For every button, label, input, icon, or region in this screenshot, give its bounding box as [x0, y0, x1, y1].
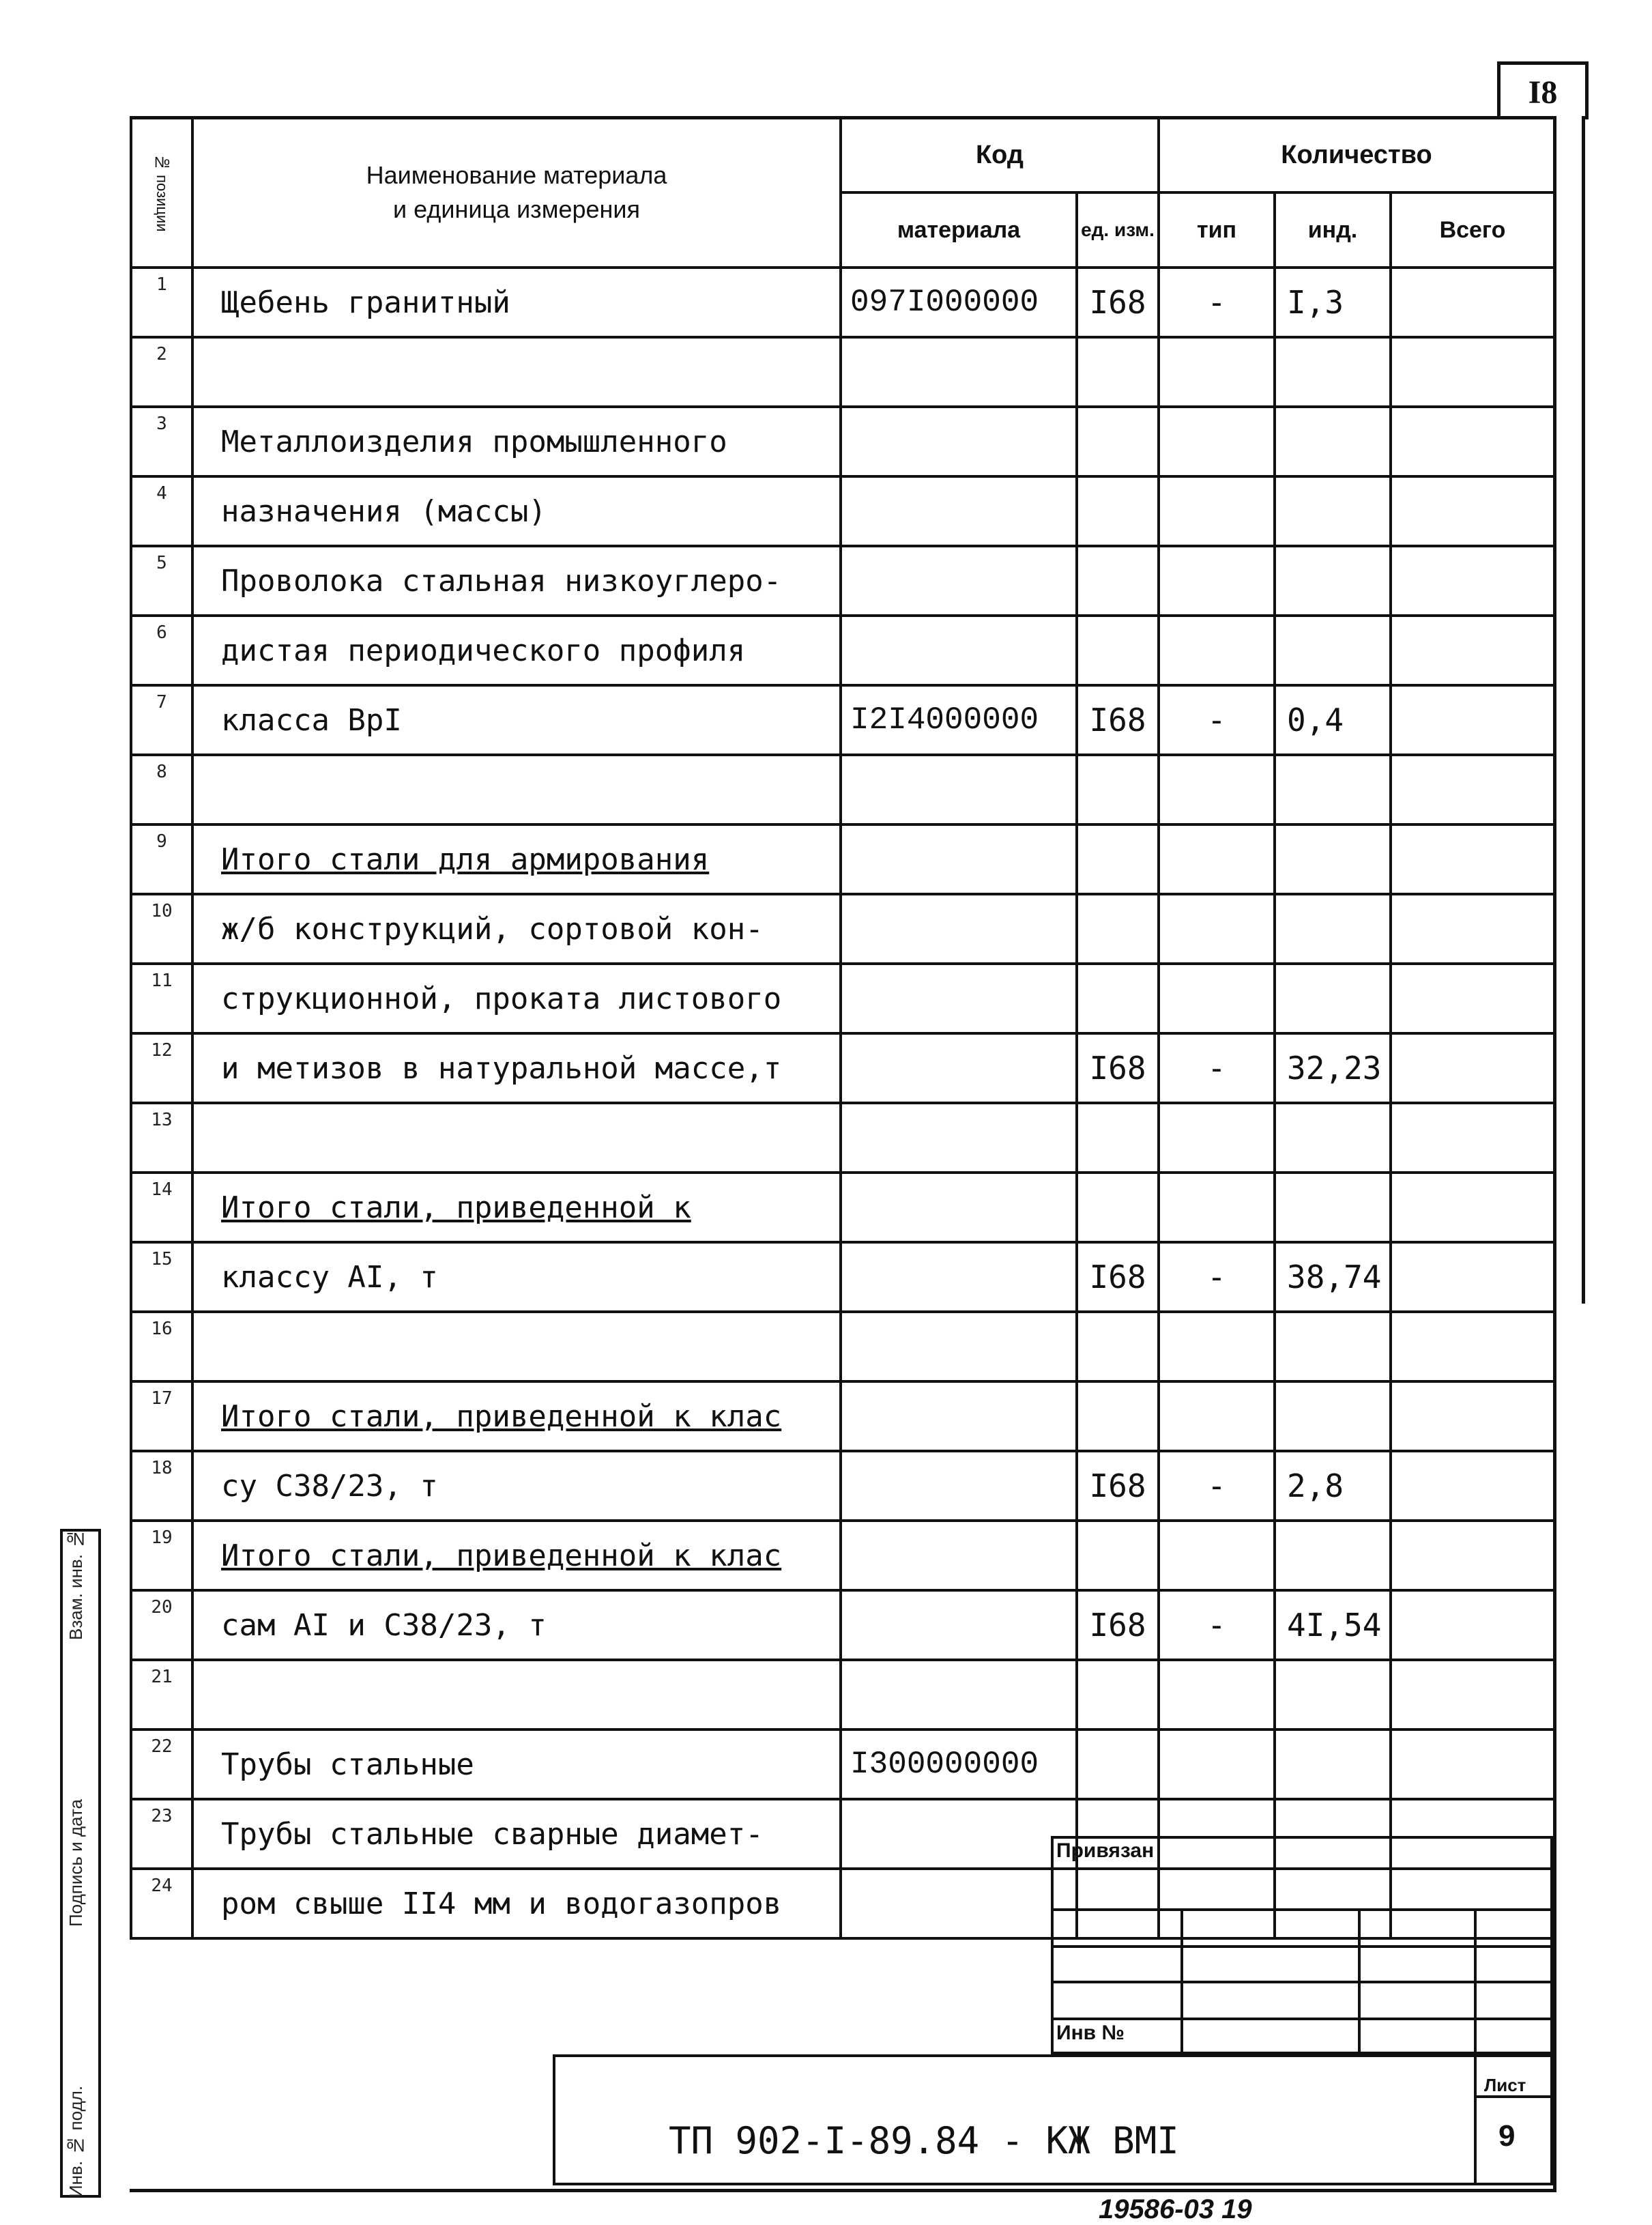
row-type: [1159, 1173, 1275, 1242]
row-ind: 2,8: [1275, 1451, 1391, 1521]
row-name: классу АI, т: [192, 1242, 841, 1312]
title-block-rule: [1474, 1908, 1477, 2054]
row-ind: 4I,54: [1275, 1590, 1391, 1660]
col-header-name-line2: и единица измерения: [392, 195, 640, 223]
row-name: ж/б конструкций, сортовой кон-: [192, 894, 841, 964]
row-name: Итого стали, приведенной к клас: [192, 1381, 841, 1451]
row-total: [1391, 1381, 1554, 1451]
row-name: Трубы стальные сварные диамет-: [192, 1799, 841, 1869]
row-name: дистая периодического профиля: [192, 616, 841, 685]
row-name: класса ВрI: [192, 685, 841, 755]
row-total: [1391, 1312, 1554, 1381]
row-ind: [1275, 546, 1391, 616]
row-type: [1159, 824, 1275, 894]
table-row: [131, 1729, 1554, 1799]
table-row: [131, 1173, 1554, 1242]
table-row: [131, 337, 1554, 407]
row-number: 20: [131, 1590, 192, 1660]
document-code: ТП 902-I-89.84 - КЖ ВМI: [669, 2119, 1179, 2162]
row-material-code: [841, 1869, 1077, 1938]
sheet-label: Лист: [1484, 2075, 1526, 2095]
row-type: [1159, 1381, 1275, 1451]
row-material-code: [841, 964, 1077, 1033]
row-type: -: [1159, 268, 1275, 337]
row-type: [1159, 1521, 1275, 1590]
row-total: [1391, 755, 1554, 824]
row-type: [1159, 407, 1275, 476]
row-number: 10: [131, 894, 192, 964]
row-unit-code: [1077, 894, 1159, 964]
row-ind: I,3: [1275, 268, 1391, 337]
row-name: и метизов в натуральной массе,т: [192, 1033, 841, 1103]
table-row: [131, 1451, 1554, 1521]
table-row: [131, 268, 1554, 337]
row-type: -: [1159, 1033, 1275, 1103]
row-number: 21: [131, 1660, 192, 1729]
row-material-code: [841, 616, 1077, 685]
row-name: [192, 1312, 841, 1381]
row-name: Проволока стальная низкоуглеро-: [192, 546, 841, 616]
table-row: [131, 1103, 1554, 1173]
table-row: [131, 824, 1554, 894]
row-type: [1159, 1660, 1275, 1729]
row-number: 18: [131, 1451, 192, 1521]
row-number: 13: [131, 1103, 192, 1173]
row-number: 12: [131, 1033, 192, 1103]
col-header-total: Всего: [1391, 192, 1554, 268]
row-unit-code: [1077, 476, 1159, 546]
row-material-code: [841, 1173, 1077, 1242]
row-material-code: [841, 1242, 1077, 1312]
row-material-code: [841, 1660, 1077, 1729]
row-ind: [1275, 407, 1391, 476]
row-total: [1391, 894, 1554, 964]
tied-label: Привязан: [1056, 1839, 1155, 1862]
row-total: [1391, 685, 1554, 755]
row-type: [1159, 337, 1275, 407]
row-type: [1159, 616, 1275, 685]
footer-stamp: 19586-03 19: [1099, 2194, 1252, 2224]
row-total: [1391, 1033, 1554, 1103]
row-type: -: [1159, 1242, 1275, 1312]
title-block-rule: [1051, 1945, 1553, 1948]
row-name: назначения (массы): [192, 476, 841, 546]
table-row: [131, 1521, 1554, 1590]
row-unit-code: [1077, 337, 1159, 407]
row-unit-code: [1077, 546, 1159, 616]
row-type: [1159, 964, 1275, 1033]
row-unit-code: [1077, 616, 1159, 685]
row-material-code: [841, 894, 1077, 964]
row-number: 8: [131, 755, 192, 824]
row-type: [1159, 1312, 1275, 1381]
row-material-code: [841, 476, 1077, 546]
title-block-rule: [1180, 1908, 1183, 2054]
row-type: [1159, 546, 1275, 616]
row-ind: [1275, 1521, 1391, 1590]
row-type: [1159, 476, 1275, 546]
row-ind: [1275, 1312, 1391, 1381]
row-material-code: 097I000000: [841, 268, 1077, 337]
row-total: [1391, 337, 1554, 407]
row-ind: [1275, 1103, 1391, 1173]
row-material-code: [841, 337, 1077, 407]
row-number: 17: [131, 1381, 192, 1451]
row-material-code: I300000000: [841, 1729, 1077, 1799]
row-total: [1391, 476, 1554, 546]
row-number: 7: [131, 685, 192, 755]
frame-edge: [1582, 116, 1585, 1304]
row-number: 9: [131, 824, 192, 894]
row-name: [192, 1660, 841, 1729]
row-material-code: [841, 1312, 1077, 1381]
row-type: -: [1159, 1451, 1275, 1521]
sheet-value: 9: [1498, 2119, 1516, 2153]
table-row: [131, 1590, 1554, 1660]
row-number: 14: [131, 1173, 192, 1242]
col-header-ind: инд.: [1275, 192, 1391, 268]
row-material-code: [841, 1590, 1077, 1660]
col-header-unit: ед. изм.: [1077, 192, 1159, 268]
sheet-number: I8: [1497, 61, 1589, 119]
table-row: [131, 1033, 1554, 1103]
row-total: [1391, 964, 1554, 1033]
row-name: Щебень гранитный: [192, 268, 841, 337]
row-number: 22: [131, 1729, 192, 1799]
row-number: 1: [131, 268, 192, 337]
title-block-rule: [1051, 2018, 1553, 2020]
row-ind: 32,23: [1275, 1033, 1391, 1103]
row-ind: 0,4: [1275, 685, 1391, 755]
row-material-code: I2I4000000: [841, 685, 1077, 755]
col-header-quantity: Количество: [1159, 117, 1554, 192]
row-name: Итого стали, приведенной к: [192, 1173, 841, 1242]
row-total: [1391, 1103, 1554, 1173]
table-row: [131, 964, 1554, 1033]
row-number: 6: [131, 616, 192, 685]
row-unit-code: [1077, 1660, 1159, 1729]
row-type: [1159, 894, 1275, 964]
row-unit-code: I68: [1077, 1590, 1159, 1660]
row-ind: [1275, 1381, 1391, 1451]
row-ind: [1275, 616, 1391, 685]
row-name: Трубы стальные: [192, 1729, 841, 1799]
table-row: [131, 476, 1554, 546]
row-type: -: [1159, 685, 1275, 755]
row-number: 24: [131, 1869, 192, 1938]
row-unit-code: [1077, 1173, 1159, 1242]
row-number: 19: [131, 1521, 192, 1590]
row-unit-code: I68: [1077, 685, 1159, 755]
side-inv-orig: Инв. № подл.: [66, 2085, 86, 2198]
row-name: су С38/23, т: [192, 1451, 841, 1521]
side-stamp-text: [66, 1529, 87, 2198]
side-replace-inv: Взам. инв. №: [66, 1529, 86, 1641]
row-ind: [1275, 894, 1391, 964]
row-material-code: [841, 407, 1077, 476]
row-unit-code: [1077, 824, 1159, 894]
title-block-rule: [1474, 2054, 1477, 2185]
side-sign-date: Подпись и дата: [66, 1799, 86, 1927]
row-unit-code: I68: [1077, 1033, 1159, 1103]
title-block-rule: [1358, 1908, 1361, 2054]
row-name: [192, 337, 841, 407]
table-row: [131, 1381, 1554, 1451]
row-material-code: [841, 1033, 1077, 1103]
table-row: [131, 894, 1554, 964]
row-name: [192, 1103, 841, 1173]
row-ind: [1275, 1173, 1391, 1242]
row-material-code: [841, 1381, 1077, 1451]
row-number: 3: [131, 407, 192, 476]
row-total: [1391, 1590, 1554, 1660]
row-ind: [1275, 337, 1391, 407]
row-ind: [1275, 964, 1391, 1033]
row-ind: [1275, 824, 1391, 894]
row-name: Итого стали, приведенной к клас: [192, 1521, 841, 1590]
row-number: 2: [131, 337, 192, 407]
row-number: 4: [131, 476, 192, 546]
row-total: [1391, 1729, 1554, 1799]
row-unit-code: [1077, 755, 1159, 824]
table-row: [131, 1312, 1554, 1381]
row-unit-code: [1077, 1381, 1159, 1451]
row-type: -: [1159, 1590, 1275, 1660]
row-total: [1391, 1173, 1554, 1242]
row-number: 15: [131, 1242, 192, 1312]
row-unit-code: [1077, 1521, 1159, 1590]
row-ind: 38,74: [1275, 1242, 1391, 1312]
row-unit-code: I68: [1077, 1451, 1159, 1521]
row-unit-code: [1077, 1312, 1159, 1381]
row-total: [1391, 546, 1554, 616]
row-material-code: [841, 1799, 1077, 1869]
row-total: [1391, 616, 1554, 685]
specification-table: [130, 116, 1556, 1940]
row-ind: [1275, 755, 1391, 824]
row-unit-code: [1077, 964, 1159, 1033]
row-total: [1391, 1521, 1554, 1590]
table-row: [131, 755, 1554, 824]
table-row: [131, 1660, 1554, 1729]
row-name: Металлоизделия промышленного: [192, 407, 841, 476]
title-block-rule: [1051, 1981, 1553, 1983]
row-unit-code: I68: [1077, 268, 1159, 337]
row-number: 11: [131, 964, 192, 1033]
row-type: [1159, 1729, 1275, 1799]
title-block-rule: [1051, 1908, 1553, 1911]
row-unit-code: I68: [1077, 1242, 1159, 1312]
table-row: [131, 616, 1554, 685]
row-number: 23: [131, 1799, 192, 1869]
row-unit-code: [1077, 1103, 1159, 1173]
col-header-name: [192, 117, 841, 268]
row-total: [1391, 268, 1554, 337]
col-header-name-line1: Наименование материала: [366, 160, 667, 189]
row-total: [1391, 407, 1554, 476]
row-name: сам АI и С38/23, т: [192, 1590, 841, 1660]
row-material-code: [841, 1521, 1077, 1590]
row-ind: [1275, 1660, 1391, 1729]
row-material-code: [841, 755, 1077, 824]
table-row: [131, 407, 1554, 476]
col-header-position: № позиции: [131, 117, 192, 268]
row-name: струкционной, проката листового: [192, 964, 841, 1033]
row-name: [192, 755, 841, 824]
row-total: [1391, 1660, 1554, 1729]
row-name: Итого стали для армирования: [192, 824, 841, 894]
table-row: [131, 546, 1554, 616]
col-header-material: материала: [841, 192, 1077, 268]
row-material-code: [841, 824, 1077, 894]
table-row: [131, 1242, 1554, 1312]
row-number: 5: [131, 546, 192, 616]
row-material-code: [841, 1451, 1077, 1521]
row-total: [1391, 824, 1554, 894]
row-name: ром свыше II4 мм и водогазопров: [192, 1869, 841, 1938]
row-material-code: [841, 546, 1077, 616]
row-ind: [1275, 476, 1391, 546]
row-material-code: [841, 1103, 1077, 1173]
row-ind: [1275, 1729, 1391, 1799]
col-header-code: Код: [841, 117, 1159, 192]
row-type: [1159, 755, 1275, 824]
table-row: [131, 685, 1554, 755]
row-unit-code: [1077, 1729, 1159, 1799]
row-type: [1159, 1103, 1275, 1173]
row-total: [1391, 1451, 1554, 1521]
row-total: [1391, 1242, 1554, 1312]
row-number: 16: [131, 1312, 192, 1381]
row-unit-code: [1077, 407, 1159, 476]
inventory-number-label: Инв №: [1056, 2022, 1125, 2044]
col-header-type: тип: [1159, 192, 1275, 268]
